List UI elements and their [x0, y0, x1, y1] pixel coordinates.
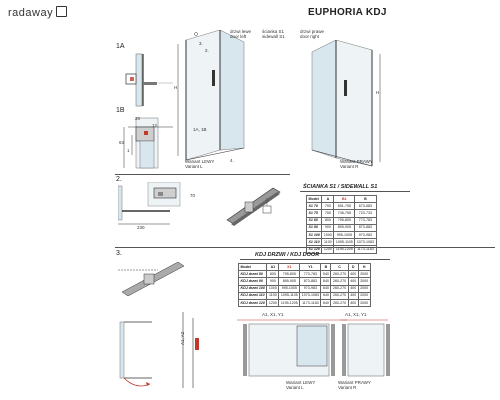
cell: S1 80 [307, 217, 322, 224]
door-table-title: KDJ DRZWI / KDJ DOOR [255, 252, 320, 258]
col-header: Y1 [300, 264, 321, 271]
cell: 900 [322, 224, 334, 231]
cell: 723-733 [355, 210, 376, 217]
cell: 260-270 [331, 278, 348, 285]
cell: 1195-1205 [334, 246, 355, 253]
cell: 400 [348, 299, 358, 306]
product-title: EUPHORIA KDJ [308, 7, 387, 18]
variant-right-bottom-label: Wariant PRAWY Variant R [338, 380, 371, 390]
variant-left-label: Wariant LEWY Variant L [185, 159, 215, 169]
cell: 540 [321, 271, 331, 278]
dim-12: 12 [152, 123, 158, 128]
cell: 400 [348, 278, 358, 285]
callout-door-right: drzwi prawe door right [300, 29, 325, 39]
height-label: H [174, 85, 178, 90]
table-row [307, 231, 377, 238]
cell: KDJ drzwi 110 [239, 292, 267, 299]
cell: 640 [321, 299, 331, 306]
cell: 1100 [322, 239, 334, 246]
detail-3-drawing [118, 256, 198, 301]
callout-door-left: drzwi lewe door left [230, 29, 252, 39]
cell: S1 110 [307, 239, 322, 246]
detail-1b-drawing [118, 115, 178, 173]
door-table [238, 263, 371, 307]
table-row [307, 217, 377, 224]
cell: 2000 [358, 292, 370, 299]
side-elevation-drawing [175, 308, 215, 394]
cell: 1100 [267, 292, 279, 299]
cell: KDJ drzwi 100 [239, 285, 267, 292]
a1a2-label: A1, A2 [180, 331, 185, 345]
cell: 773-783 [300, 271, 321, 278]
callout-3: 3. [199, 41, 203, 46]
cell: 1195-1205 [279, 299, 300, 306]
cell: 260-270 [331, 292, 348, 299]
section-3-label: 3. [116, 250, 122, 257]
cell: 1200 [267, 299, 279, 306]
cell: 795-805 [279, 271, 300, 278]
section-1a-label: 1A [116, 43, 125, 50]
table-row [307, 239, 377, 246]
cell: S1 75 [307, 210, 322, 217]
divider-line [240, 259, 390, 260]
col-header: D [348, 264, 358, 271]
variant-right-label: Wariant PRAWY Variant R [340, 159, 373, 169]
detail-1a-drawing [118, 52, 178, 107]
cell: 400 [348, 292, 358, 299]
cell: S1 120 [307, 246, 322, 253]
cell: 745-755 [334, 210, 355, 217]
logo-square-icon [56, 6, 67, 17]
table-row [239, 271, 371, 278]
table-row [239, 278, 371, 285]
cell: 895-905 [334, 224, 355, 231]
cell: 800 [267, 271, 279, 278]
cell: 700 [322, 203, 334, 210]
cell: 800 [322, 217, 334, 224]
shower-variant-right-drawing [306, 40, 386, 170]
a1x1y1-label-right: A1, X1, Y1 [345, 312, 367, 317]
table-row [239, 292, 371, 299]
logo-text: radaway [8, 7, 54, 19]
dim-230: 230 [137, 225, 145, 230]
cell: 2000 [358, 271, 370, 278]
divider-line [115, 174, 290, 175]
cell: 691-705 [334, 203, 355, 210]
table-row [307, 203, 377, 210]
cell: 640 [321, 285, 331, 292]
cell: 1000 [267, 285, 279, 292]
callout-sidewall: ścianka S1 sidewall S1 [262, 29, 285, 39]
shower-variant-left-drawing [172, 30, 252, 170]
brand-logo [8, 6, 67, 19]
callout-2: 2. [205, 48, 209, 53]
cell: 260-270 [331, 299, 348, 306]
cell: 973-983 [300, 285, 321, 292]
front-elevation-left [237, 316, 357, 378]
cell: S1 100 [307, 231, 322, 238]
divider-line [300, 191, 410, 192]
cell: 1200 [322, 246, 334, 253]
table-header-row [307, 196, 377, 203]
cell: 995-1005 [334, 231, 355, 238]
cell: S1 70 [307, 203, 322, 210]
col-header: B [355, 196, 376, 203]
cell: 673-683 [355, 203, 376, 210]
cell: 873-883 [355, 224, 376, 231]
cell: 400 [348, 271, 358, 278]
cell: 640 [321, 278, 331, 285]
callout-1a-1b: 1A, 1B [193, 127, 207, 132]
cell: KDJ drzwi 90 [239, 278, 267, 285]
cell: 773-783 [355, 217, 376, 224]
cell: 640 [321, 292, 331, 299]
variant-left-bottom-label: Wariant LEWY Variant L [286, 380, 316, 390]
cell: 973-983 [355, 231, 376, 238]
sidewall-table-title: ŚCIANKA S1 / SIDEWALL S1 [303, 184, 378, 190]
front-elevation-right [340, 316, 400, 378]
cell: 895-905 [279, 278, 300, 285]
rail-isometric-drawing [225, 182, 285, 232]
table-header-row [239, 264, 371, 271]
cell: 1095-1105 [334, 239, 355, 246]
cell: 260-270 [331, 285, 348, 292]
section-2-label: 2. [116, 176, 122, 183]
cell: 400 [348, 285, 358, 292]
col-header: H [358, 264, 370, 271]
dim-1: 1 [127, 148, 130, 153]
table-row [307, 210, 377, 217]
table-row [239, 285, 371, 292]
sidewall-table [306, 195, 377, 254]
dim-70: 70 [190, 193, 196, 198]
a1x1y1-label-left: A1, X1, Y1 [262, 312, 284, 317]
col-header: B [321, 264, 331, 271]
cell: 750 [322, 210, 334, 217]
divider-line [115, 247, 495, 248]
cell: 1000 [322, 231, 334, 238]
table-row [239, 299, 371, 306]
cell: 995-1005 [279, 285, 300, 292]
cell: 1173-1183 [300, 299, 321, 306]
cell: 1173-1183 [355, 246, 376, 253]
cell: 1073-1083 [300, 292, 321, 299]
cell: KDJ drzwi 120 [239, 299, 267, 306]
cell: 2000 [358, 278, 370, 285]
cell: 1073-1083 [355, 239, 376, 246]
col-header: X1 [279, 264, 300, 271]
cell: 795-805 [334, 217, 355, 224]
col-header: B1 [334, 196, 355, 203]
col-header: Model [239, 264, 267, 271]
col-header: A1 [267, 264, 279, 271]
col-header: A [322, 196, 334, 203]
cell: 2000 [358, 285, 370, 292]
col-header: C [331, 264, 348, 271]
cell: KDJ drzwi 80 [239, 271, 267, 278]
col-header: Model [307, 196, 322, 203]
cell: 873-883 [300, 278, 321, 285]
table-row [307, 224, 377, 231]
dim-20: 20 [135, 116, 141, 121]
cell: 900 [267, 278, 279, 285]
door-opening-detail [118, 318, 162, 394]
cell: 1095-1105 [279, 292, 300, 299]
cell: S1 90 [307, 224, 322, 231]
cell: 260-270 [331, 271, 348, 278]
dim-63: 63 [119, 140, 125, 145]
cell: 2000 [358, 299, 370, 306]
detail-2-drawing [118, 182, 198, 242]
section-1b-label: 1B [116, 107, 125, 114]
callout-4: 4. [230, 158, 234, 163]
height-label-right: H [376, 90, 380, 95]
